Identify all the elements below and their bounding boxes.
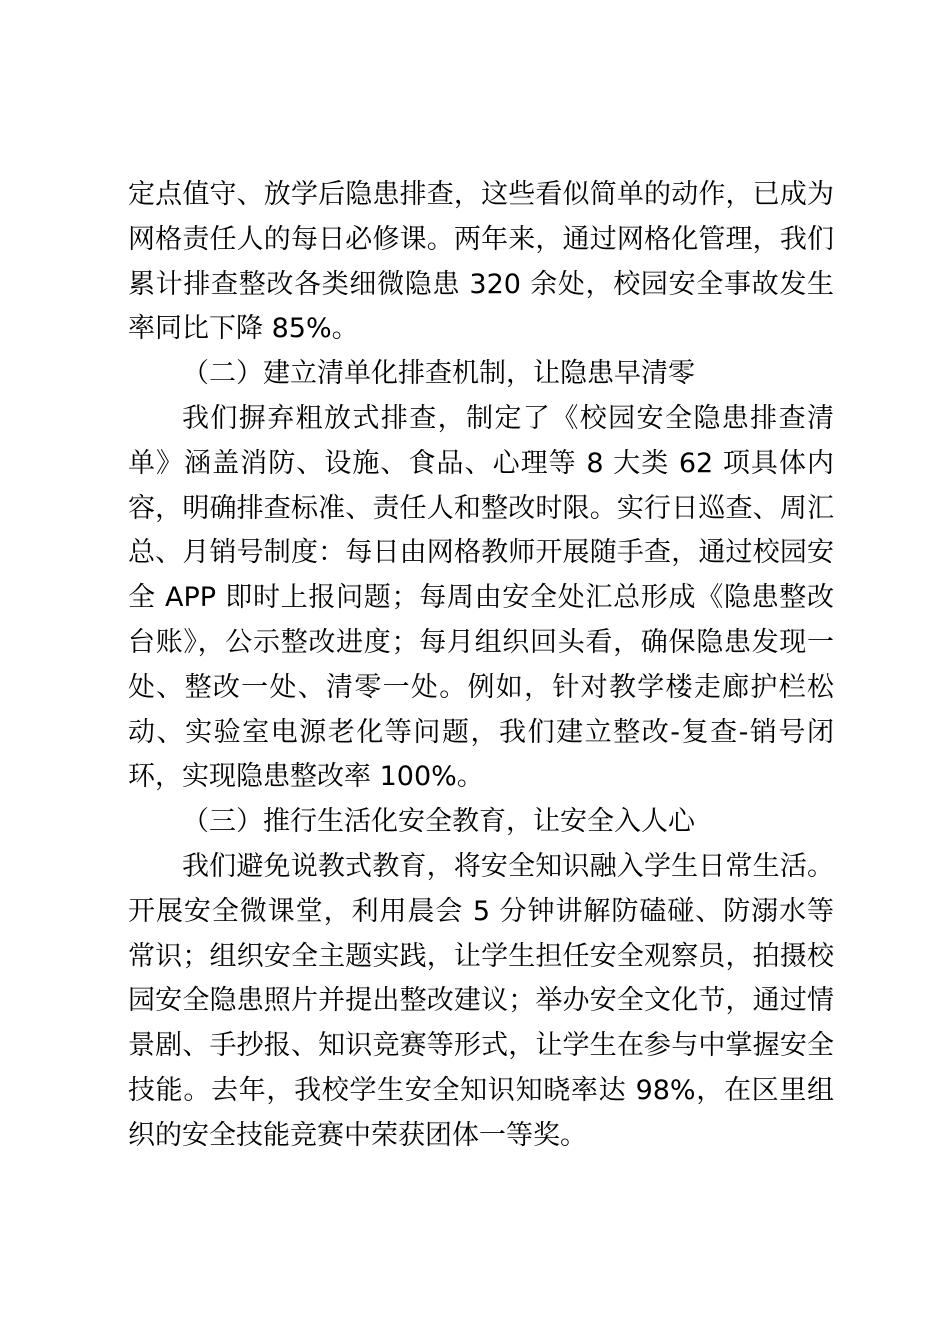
section-heading-three: （三）推行生活化安全教育，让安全入人心 [182,806,695,838]
document-body [128,173,834,1159]
section-heading-two: （二）建立清单化排查机制，让隐患早清零 [182,358,695,390]
paragraph-continued: 定点值守、放学后隐患排查，这些看似简单的动作，已成为网格责任人的每日必修课。两年来，通过网格化管理，我们累计排查整改各类细微隐患 320 余处，校园安全事故发生率同比下降 85%。 [128,179,834,345]
paragraph-checklist-mechanism: 我们摒弃粗放式排查，制定了《校园安全隐患排查清单》涵盖消防、设施、食品、心理等 8 大类 62 项具体内容，明确排查标准、责任人和整改时限。实行日巡查、周汇总、月销号制度：每日由网格教师开展随手查，通过校园安全 APP 即时上报问题；每周由安全处汇总形成《隐患整改台账》，公示整改进度；每月组织回头看，确保隐患发现一处、整改一处、清零一处。例如，针对教学楼走廊护栏松动、实验室电源老化等问题，我们建立整改-复查-销号闭环，实现隐患整改率 100%。 [128,402,834,793]
paragraph-safety-education: 我们避免说教式教育，将安全知识融入学生日常生活。开展安全微课堂，利用晨会 5 分钟讲解防磕碰、防溺水等常识；组织安全主题实践，让学生担任安全观察员，拍摄校园安全隐患照片并提出整改建议；举办安全文化节，通过情景剧、手抄报、知识竞赛等形式，让学生在参与中掌握安全技能。去年，我校学生安全知识知晓率达 98%，在区里组织的安全技能竞赛中荣获团体一等奖。 [128,850,834,1151]
